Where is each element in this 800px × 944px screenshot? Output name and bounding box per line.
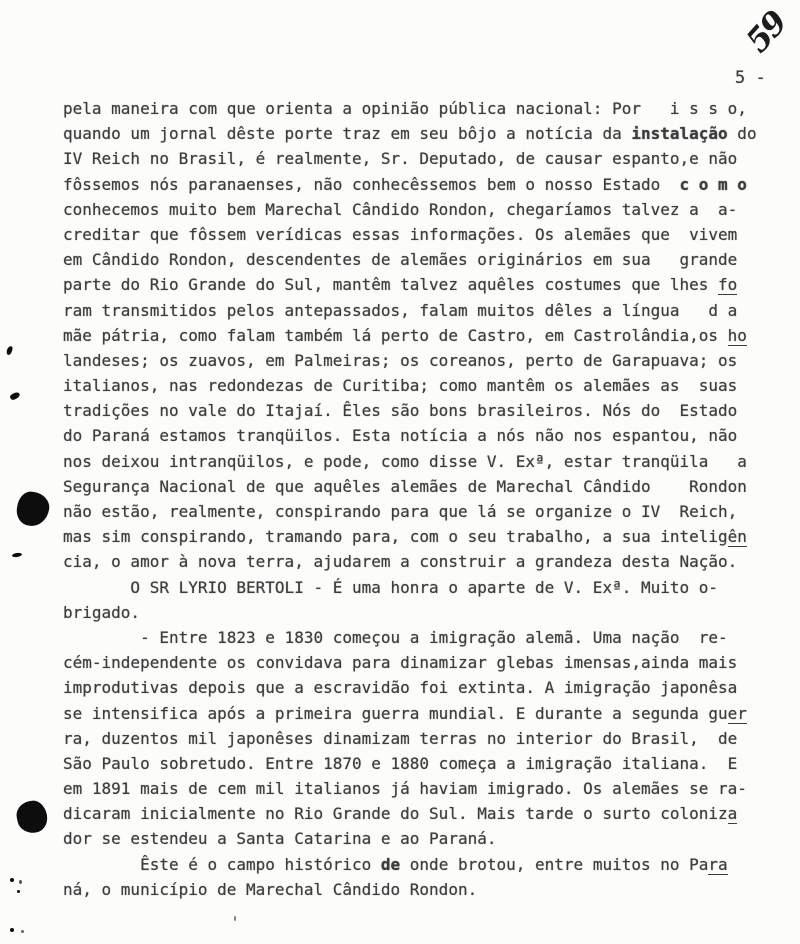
page-number: 5 -: [735, 68, 766, 88]
text-line: mãe pátria, como falam também lá perto de Castro, em Castrolândia,os ho: [63, 325, 747, 345]
text-line: creditar que fôssem verídicas essas informações. Os alemães que vivem: [63, 224, 738, 244]
text-line: quando um jornal dêste porte traz em seu bôjo a notícia da instalação do: [63, 124, 757, 144]
text-line: O SR LYRIO BERTOLI - É uma honra o aparte de V. Exª. Muito o-: [63, 577, 719, 597]
ink-speck: [6, 345, 14, 355]
text-line: mas sim conspirando, tramando para, com o seu trabalho, a sua inteligên: [63, 527, 747, 547]
text-line: cia, o amor à nova terra, ajudarem a construir a grandeza desta Nação.: [63, 552, 738, 572]
text-line: em Cândido Rondon, descendentes de alemães originários em sua grande: [63, 250, 738, 270]
text-line: São Paulo sobretudo. Entre 1870 e 1880 começa a imigração italiana. E: [63, 753, 738, 773]
ink-speck: [12, 552, 22, 557]
text-line: fôssemos nós paranaenses, não conhecêssemos bem o nosso Estado c o m o: [63, 174, 747, 194]
text-line: brigado.: [63, 602, 141, 622]
document-text: [63, 96, 773, 902]
text-line: italianos, nas redondezas de Curitiba; como mantêm os alemães as suas: [63, 376, 738, 396]
text-line: não estão, realmente, conspirando para que lá se organize o IV Reich,: [63, 502, 738, 521]
text-line: dor se estendeu a Santa Catarina e ao Paraná.: [63, 829, 497, 849]
text-line: dicaram inicialmente no Rio Grande do Sul. Mais tarde o surto coloniza: [63, 804, 738, 824]
text-line: se intensifica após a primeira guerra mundial. E durante a segunda guer: [63, 703, 747, 723]
text-line: ra, duzentos mil japonêses dinamizam terras no interior do Brasil, de: [63, 728, 738, 748]
text-line: em 1891 mais de cem mil italianos já haviam imigrado. Os alemães se ra-: [63, 779, 747, 799]
text-line: tradições no vale do Itajaí. Êles são bons brasileiros. Nós do Estado: [63, 401, 738, 421]
ink-dot: [21, 930, 24, 933]
text-line: ná, o município de Marechal Cândido Rondon.: [63, 879, 478, 899]
text-line: - Entre 1823 e 1830 começou a imigração alemã. Uma nação re-: [63, 627, 728, 647]
text-line: conhecemos muito bem Marechal Cândido Rondon, chegaríamos talvez a a-: [63, 199, 738, 219]
text-line: pela maneira com que orienta a opinião pública nacional: Por i s s o,: [63, 99, 747, 118]
text-line: do Paraná estamos tranqüilos. Esta notícia a nós não nos espantou, não: [63, 426, 738, 446]
ink-blob: [14, 798, 50, 836]
text-line: ram transmitidos pelos antepassados, falam muitos dêles a língua d a: [63, 300, 738, 320]
text-line: landeses; os zuavos, em Palmeiras; os coreanos, perto de Garapuava; os: [63, 350, 738, 370]
handwritten-annotation: 59: [738, 4, 794, 60]
ink-dot: [10, 878, 14, 882]
text-line: cém-independente os convidava para dinamizar glebas imensas,ainda mais: [63, 653, 738, 673]
ink-speck: [9, 391, 21, 401]
ink-blob: [15, 490, 51, 528]
ink-dot: [19, 880, 22, 884]
text-line: nos deixou intranqüilos, e pode, como disse V. Exª, estar tranqüila a: [63, 451, 747, 471]
text-line: Êste é o campo histórico de onde brotou, entre muitos no Para: [63, 854, 728, 874]
text-line: IV Reich no Brasil, é realmente, Sr. Deputado, de causar espanto,e não: [63, 149, 738, 169]
text-line: Segurança Nacional de que aquêles alemães de Marechal Cândido Rondon: [63, 476, 747, 496]
text-line: parte do Rio Grande do Sul, mantêm talvez aquêles costumes que lhes fo: [63, 275, 738, 295]
ink-speck: [234, 916, 236, 921]
ink-dot: [10, 928, 14, 932]
text-line: improdutivas depois que a escravidão foi extinta. A imigração japonêsa: [63, 678, 738, 698]
ink-dot: [17, 890, 20, 893]
